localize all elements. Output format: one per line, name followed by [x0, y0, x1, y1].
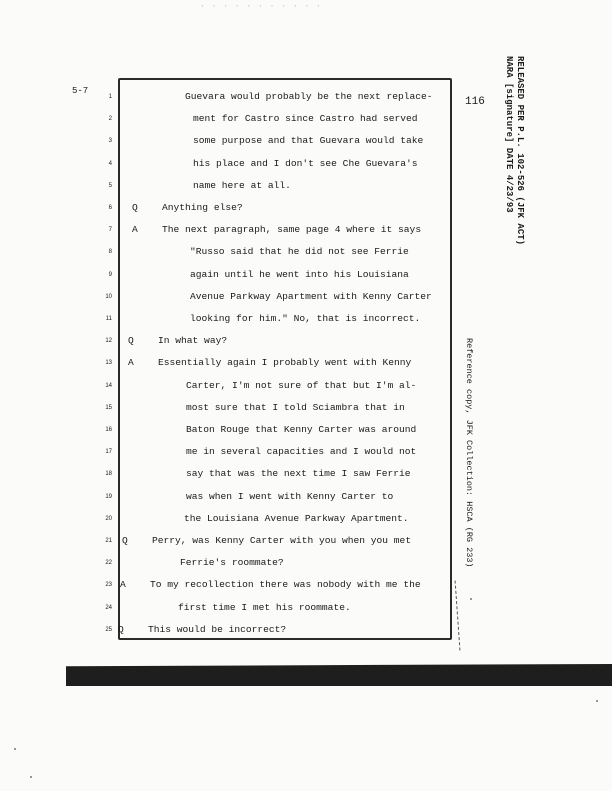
line-number: 10 — [105, 293, 112, 300]
line-number: 18 — [105, 471, 112, 478]
speaker-label: Q — [132, 202, 138, 213]
page-number: 116 — [465, 96, 485, 108]
line-text: me in several capacities and I would not — [186, 446, 417, 458]
line-number: 5 — [108, 182, 112, 189]
line-text: some purpose and that Guevara would take — [193, 135, 424, 147]
line-text: "Russo said that he did not see Ferrie — [190, 246, 409, 258]
speaker-label: A — [132, 224, 138, 236]
line-text: This would be incorrect? — [148, 623, 287, 635]
transcript-line — [0, 486, 612, 508]
transcript-line — [0, 463, 612, 485]
line-number: 14 — [105, 382, 112, 389]
line-text: his place and I don't see Che Guevara's — [193, 157, 418, 169]
page-marker: 5-7 — [72, 86, 89, 96]
line-number: 1 — [108, 94, 112, 100]
release-stamp-line: RELEASED PER P.L. 102-526 (JFK ACT) — [515, 56, 525, 246]
line-number: 2 — [108, 116, 112, 123]
line-text: name here at all. — [193, 179, 291, 191]
line-text: The next paragraph, same page 4 where it says — [162, 224, 422, 236]
line-text: Anything else? — [162, 202, 243, 213]
transcript-line — [0, 419, 612, 441]
line-text: Ferrie's roommate? — [180, 557, 284, 569]
speaker-label: Q — [118, 623, 124, 635]
release-stamp-line: NARA [signature] DATE 4/23/93 — [504, 56, 514, 213]
line-number: 21 — [105, 538, 112, 544]
line-number: 20 — [105, 515, 112, 522]
header-smudge: · · · · · · · · · · · — [200, 2, 322, 11]
line-text: most sure that I told Sciambra that in — [186, 401, 405, 413]
line-number: 3 — [108, 138, 112, 145]
line-number: 4 — [108, 160, 112, 167]
scan-edge-bar — [66, 664, 612, 686]
speaker-label: A — [128, 357, 134, 369]
line-number: 16 — [105, 427, 112, 433]
line-text: again until he went into his Louisiana — [190, 268, 409, 280]
transcript-line — [0, 530, 612, 552]
line-number: 8 — [108, 249, 112, 256]
line-number: 11 — [105, 316, 112, 322]
line-number: 13 — [105, 360, 112, 367]
transcript-line — [0, 574, 612, 596]
line-text: Essentially again I probably went with Kenny — [158, 357, 412, 369]
line-text: Perry, was Kenny Carter with you when you met — [152, 535, 412, 546]
line-number: 17 — [105, 449, 112, 456]
transcript-line — [0, 286, 612, 308]
line-number: 9 — [108, 271, 112, 278]
transcript-line — [0, 264, 612, 286]
transcript-line — [0, 352, 612, 374]
line-text: say that was the next time I saw Ferrie — [186, 468, 411, 480]
transcript-line — [0, 441, 612, 463]
line-number: 15 — [105, 404, 112, 411]
line-text: Guevara would probably be the next replace- — [185, 91, 433, 102]
line-text: Avenue Parkway Apartment with Kenny Carter — [190, 290, 432, 302]
line-text: Carter, I'm not sure of that but I'm al- — [186, 379, 417, 391]
transcript-line — [0, 597, 612, 619]
line-text: Baton Rouge that Kenny Carter was around — [186, 424, 417, 435]
line-text: In what way? — [158, 335, 228, 347]
speaker-label: Q — [122, 535, 128, 546]
line-text: ment for Castro since Castro had served — [193, 113, 418, 125]
line-text: To my recollection there was nobody with me the — [150, 579, 421, 591]
transcript-line — [0, 330, 612, 352]
speaker-label: Q — [128, 335, 134, 347]
line-text: first time I met his roommate. — [178, 601, 351, 613]
line-text: the Louisiana Avenue Parkway Apartment. — [184, 512, 409, 524]
reference-stamp: Reference copy, JFK Collection: HSCA (RG 233) — [464, 338, 474, 568]
release-stamp — [503, 56, 525, 245]
line-text: was when I went with Kenny Carter to — [186, 490, 394, 502]
transcript-line — [0, 552, 612, 574]
transcript-line — [0, 308, 612, 330]
line-number: 19 — [105, 493, 112, 500]
transcript-line — [0, 619, 612, 641]
line-number: 25 — [105, 626, 112, 633]
line-number: 6 — [108, 205, 112, 211]
line-number: 22 — [105, 560, 112, 567]
line-number: 7 — [108, 227, 112, 234]
transcript-line — [0, 508, 612, 530]
transcript-line — [0, 375, 612, 397]
line-number: 12 — [105, 338, 112, 345]
transcript-line — [0, 397, 612, 419]
speaker-label: A — [120, 579, 126, 591]
line-number: 24 — [105, 604, 112, 611]
line-number: 23 — [105, 582, 112, 589]
line-text: looking for him." No, that is incorrect. — [190, 313, 421, 324]
